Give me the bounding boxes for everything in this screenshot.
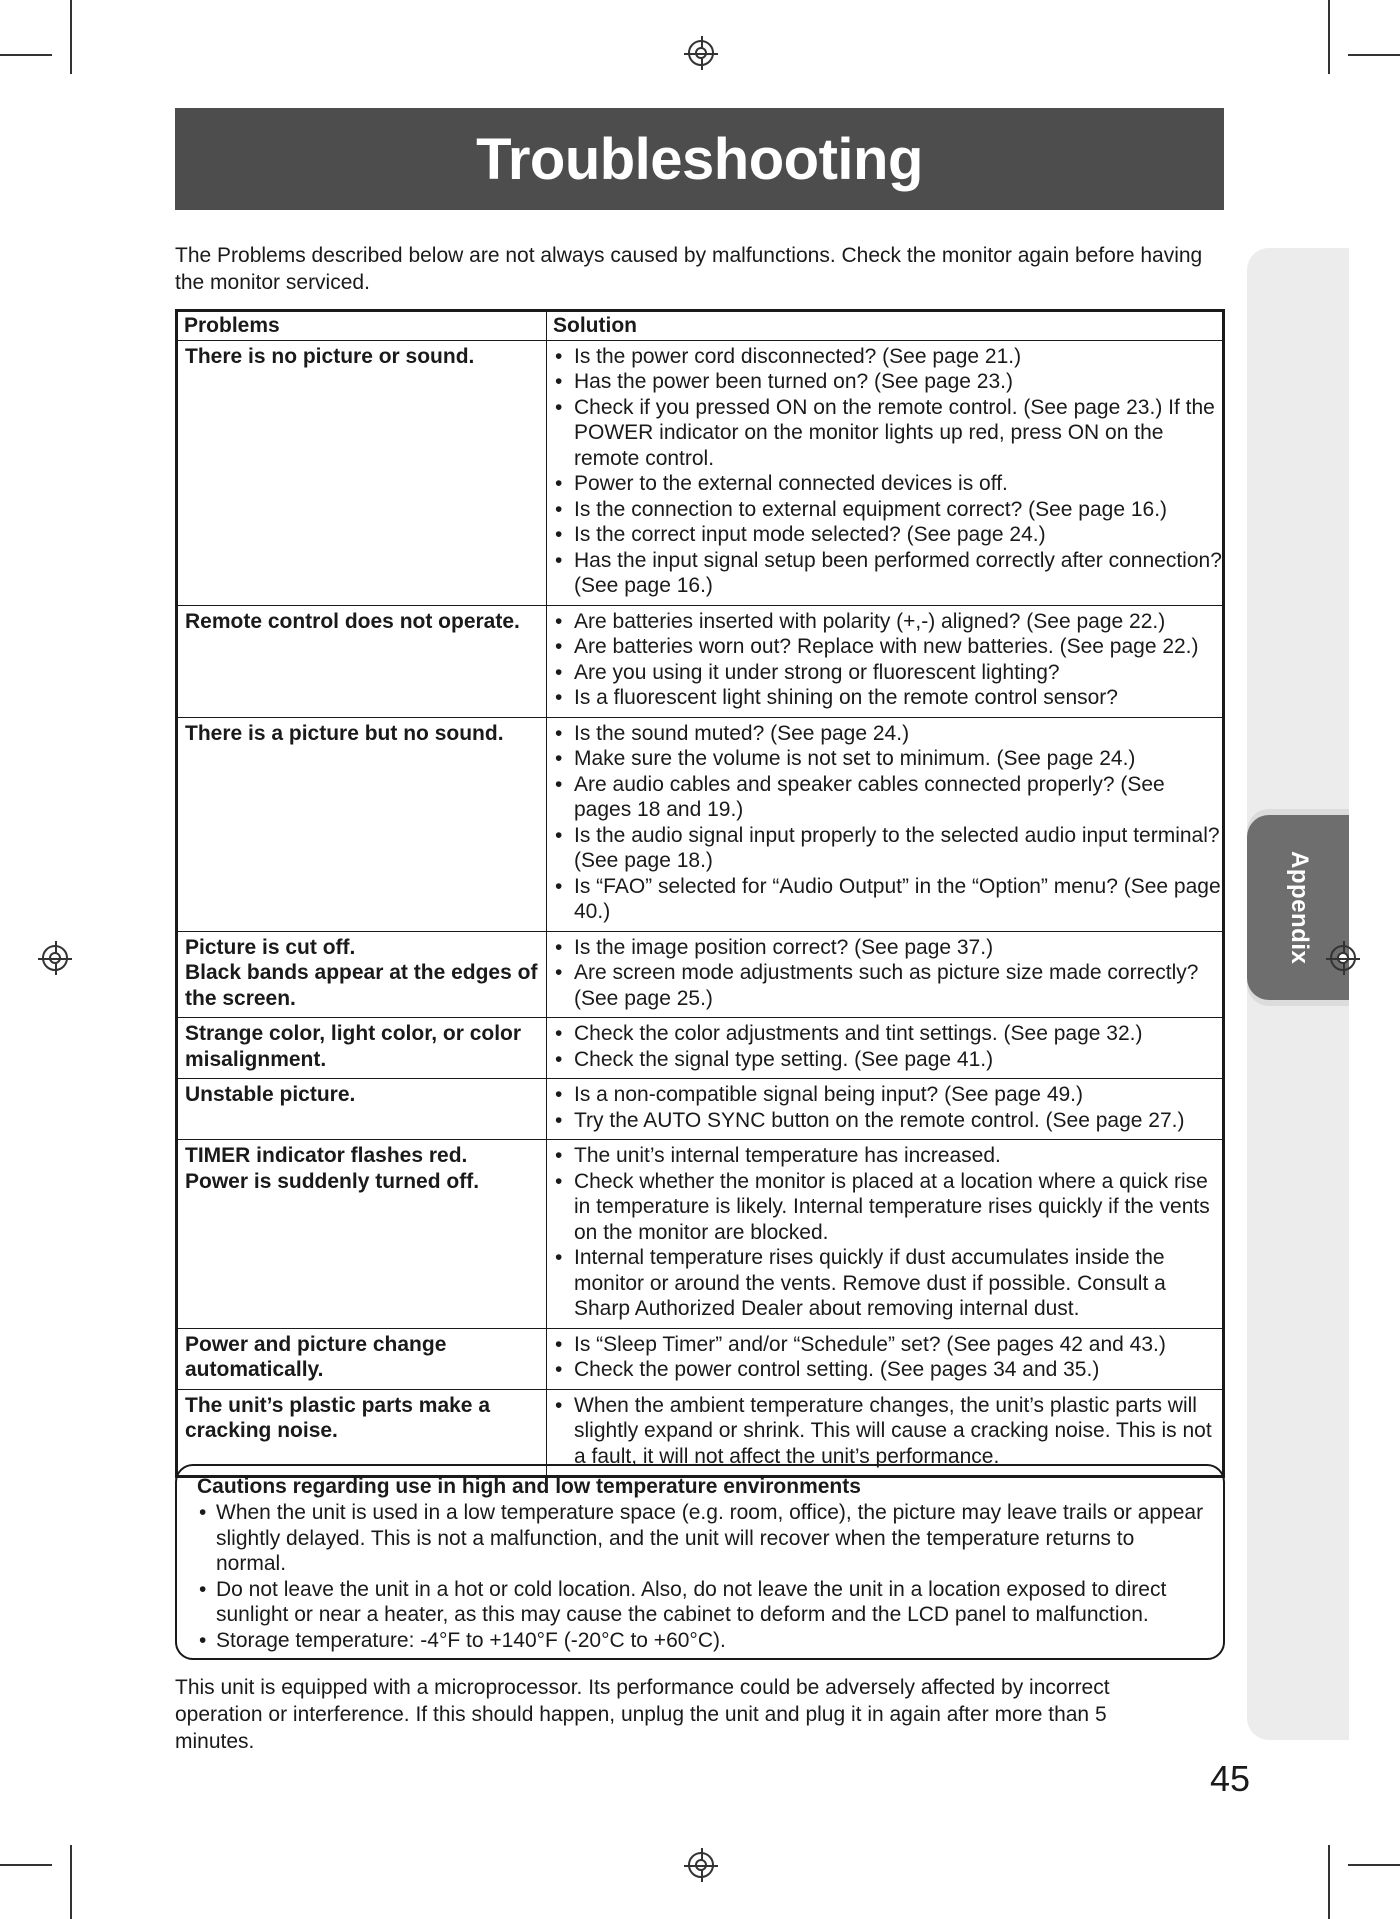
problem-cell bbox=[177, 1140, 547, 1329]
solution-item: • Check the signal type setting. (See page 41.) bbox=[555, 1047, 1222, 1073]
solution-cell bbox=[547, 717, 1224, 931]
crop-mark bbox=[70, 0, 72, 74]
solution-item: • Is the sound muted? (See page 24.) bbox=[555, 721, 1222, 747]
table-row bbox=[177, 1140, 1224, 1329]
solution-item: • Check the power control setting. (See pages 34 and 35.) bbox=[555, 1357, 1222, 1383]
problem-text: Power is suddenly turned off. bbox=[185, 1169, 480, 1193]
registration-mark-icon bbox=[688, 1852, 714, 1878]
solution-item: • Are batteries worn out? Replace with new batteries. (See page 22.) bbox=[555, 634, 1222, 660]
solution-cell bbox=[547, 1079, 1224, 1140]
problem-text: There is a picture but no sound. bbox=[185, 721, 504, 745]
problem-text: Black bands appear at the edges of the screen. bbox=[185, 961, 538, 1010]
solution-item: • The unit’s internal temperature has increased. bbox=[555, 1143, 1222, 1169]
solution-cell bbox=[547, 1140, 1224, 1329]
solution-item: • Is the audio signal input properly to the selected audio input terminal? (See page 18.) bbox=[555, 823, 1222, 874]
problem-text: Strange color, light color, or color misalignment. bbox=[185, 1022, 522, 1071]
solution-header: Solution bbox=[547, 311, 1224, 341]
table-row bbox=[177, 340, 1224, 605]
problem-text: TIMER indicator flashes red. bbox=[185, 1144, 468, 1167]
problem-text: Remote control does not operate. bbox=[185, 609, 520, 633]
table-header-row bbox=[177, 311, 1224, 341]
problem-cell bbox=[177, 717, 547, 931]
solution-item: • Are you using it under strong or fluorescent lighting? bbox=[555, 660, 1222, 686]
solution-item: • Are screen mode adjustments such as picture size made correctly? (See page 25.) bbox=[555, 960, 1222, 1011]
table-row bbox=[177, 717, 1224, 931]
table-row bbox=[177, 1018, 1224, 1079]
crop-mark bbox=[70, 1845, 72, 1919]
caution-item: • Do not leave the unit in a hot or cold location. Also, do not leave the unit in a location exposed to direct sunlight or near a heater, as this may cause the cabinet to deform and the LCD panel to malfunction. bbox=[197, 1577, 1207, 1628]
solution-cell bbox=[547, 1018, 1224, 1079]
solution-item: • Is “Sleep Timer” and/or “Schedule” set? (See pages 42 and 43.) bbox=[555, 1332, 1222, 1358]
problem-cell bbox=[177, 340, 547, 605]
solution-item: • When the ambient temperature changes, the unit’s plastic parts will slightly expand or shrink. This will cause a cracking noise. This is not a fault, it will not affect the unit’s performance. bbox=[555, 1393, 1222, 1470]
solution-item: • Is “FAO” selected for “Audio Output” in the “Option” menu? (See page 40.) bbox=[555, 874, 1222, 925]
troubleshooting-table bbox=[175, 309, 1225, 1478]
crop-mark bbox=[0, 1864, 52, 1866]
registration-mark-icon bbox=[1330, 945, 1356, 971]
problem-text: There is no picture or sound. bbox=[185, 344, 475, 368]
caution-item: • Storage temperature: -4°F to +140°F (-20°C to +60°C). bbox=[197, 1628, 1207, 1654]
solution-item: • Power to the external connected devices is off. bbox=[555, 471, 1222, 497]
solution-item: • Make sure the volume is not set to minimum. (See page 24.) bbox=[555, 746, 1222, 772]
crop-mark bbox=[1328, 0, 1330, 74]
problem-text: The unit’s plastic parts make a cracking noise. bbox=[185, 1393, 490, 1442]
solution-item: • Is the correct input mode selected? (See page 24.) bbox=[555, 522, 1222, 548]
solution-cell bbox=[547, 340, 1224, 605]
crop-mark bbox=[1348, 1864, 1400, 1866]
problem-text: Unstable picture. bbox=[185, 1083, 356, 1106]
caution-title: Cautions regarding use in high and low temperature environments bbox=[197, 1475, 861, 1498]
solution-item: • Check the color adjustments and tint settings. (See page 32.) bbox=[555, 1021, 1222, 1047]
page-number: 45 bbox=[1210, 1758, 1251, 1799]
caution-item: • When the unit is used in a low temperature space (e.g. room, office), the picture may leave trails or appear slightly delayed. This is not a malfunction, and the unit will recover when the temperature returns to normal. bbox=[197, 1500, 1207, 1577]
solution-item: • Is the image position correct? (See page 37.) bbox=[555, 935, 1222, 961]
solution-cell bbox=[547, 1328, 1224, 1389]
solution-item: • Are batteries inserted with polarity (+,-) aligned? (See page 22.) bbox=[555, 609, 1222, 635]
solution-item: • Internal temperature rises quickly if dust accumulates inside the monitor or around the vents. Remove dust if possible. Consult a Sharp Authorized Dealer about removing internal dust. bbox=[555, 1245, 1222, 1322]
crop-mark bbox=[1328, 1845, 1330, 1919]
table-row bbox=[177, 931, 1224, 1018]
solution-item: • Is the connection to external equipment correct? (See page 16.) bbox=[555, 497, 1222, 523]
table-row bbox=[177, 605, 1224, 717]
problem-cell bbox=[177, 931, 547, 1018]
microprocessor-note: This unit is equipped with a microprocessor. Its performance could be adversely affected by incorrect operation or interference. If this should happen, unplug the unit and plug it in again after more than 5 minutes. bbox=[175, 1676, 1110, 1753]
solution-cell bbox=[547, 605, 1224, 717]
solution-item: • Check if you pressed ON on the remote control. (See page 23.) If the POWER indicator on the monitor lights up red, press ON on the remote control. bbox=[555, 395, 1222, 472]
solution-item: • Are audio cables and speaker cables connected properly? (See pages 18 and 19.) bbox=[555, 772, 1222, 823]
crop-mark bbox=[1348, 54, 1400, 56]
solution-item: • Has the input signal setup been performed correctly after connection? (See page 16.) bbox=[555, 548, 1222, 599]
caution-box bbox=[175, 1464, 1225, 1660]
registration-mark-icon bbox=[42, 945, 68, 971]
problem-cell bbox=[177, 1079, 547, 1140]
problem-cell bbox=[177, 605, 547, 717]
problem-text: Power and picture change automatically. bbox=[185, 1332, 447, 1381]
registration-mark-icon bbox=[688, 40, 714, 66]
solution-item: • Is the power cord disconnected? (See page 21.) bbox=[555, 344, 1222, 370]
solution-item: • Try the AUTO SYNC button on the remote control. (See page 27.) bbox=[555, 1108, 1222, 1134]
solution-item: • Is a fluorescent light shining on the remote control sensor? bbox=[555, 685, 1222, 711]
solution-item: • Is a non-compatible signal being input? (See page 49.) bbox=[555, 1082, 1222, 1108]
problem-cell bbox=[177, 1018, 547, 1079]
problem-text: Picture is cut off. bbox=[185, 935, 356, 959]
crop-mark bbox=[0, 54, 52, 56]
solution-cell bbox=[547, 931, 1224, 1018]
intro-text: The Problems described below are not always caused by malfunctions. Check the monitor again before having the monitor serviced. bbox=[175, 244, 1203, 294]
problem-cell bbox=[177, 1328, 547, 1389]
appendix-tab-label: Appendix bbox=[1286, 851, 1313, 965]
table-row bbox=[177, 1079, 1224, 1140]
page-title: Troubleshooting bbox=[476, 126, 923, 192]
problems-header: Problems bbox=[177, 311, 547, 341]
table-row bbox=[177, 1328, 1224, 1389]
solution-item: • Check whether the monitor is placed at a location where a quick rise in temperature is likely. Internal temperature rises quickly if the vents on the monitor are blocked. bbox=[555, 1169, 1222, 1246]
title-banner bbox=[175, 108, 1224, 210]
solution-item: • Has the power been turned on? (See page 23.) bbox=[555, 369, 1222, 395]
